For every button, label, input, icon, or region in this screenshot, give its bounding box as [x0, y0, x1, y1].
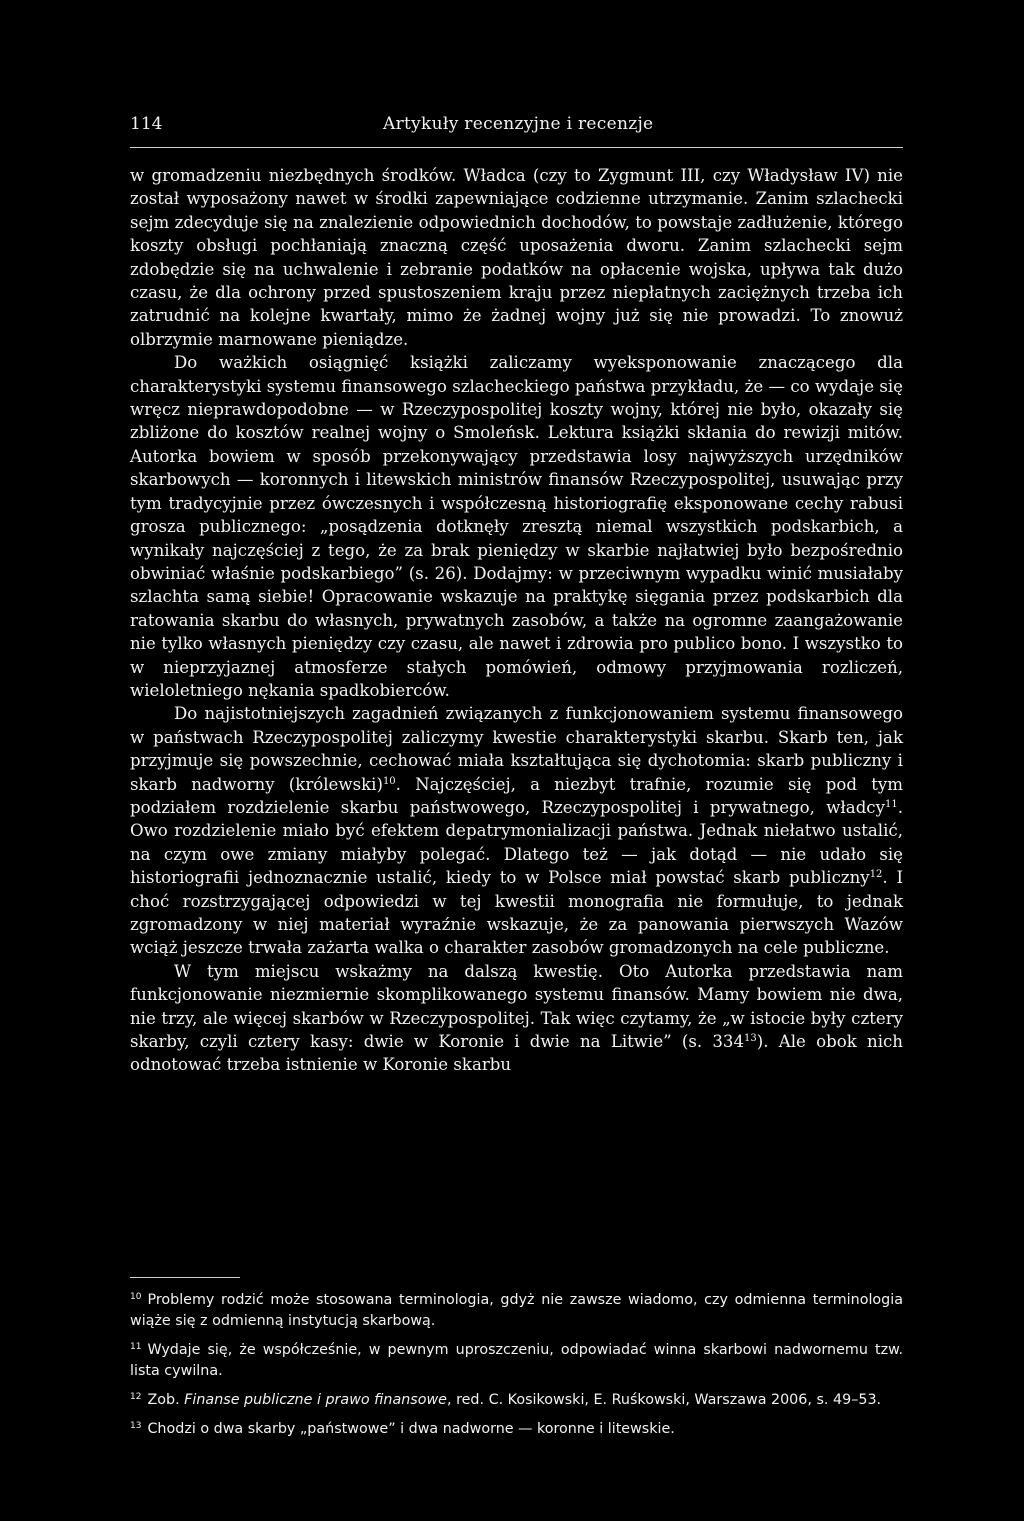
footnote-10 — [130, 1290, 903, 1332]
footnote-separator — [130, 1277, 240, 1278]
body-paragraph — [130, 960, 903, 1077]
header-rule — [130, 147, 903, 148]
text-run: W tym miejscu wskażmy na dalszą kwestię. Oto Autorka przedstawia nam funkcjonowanie niezmiernie skomplikowanego systemu finansów. Mamy bowiem nie dwa, nie trzy, ale więcej skarbów w Rzeczypospolitej. Tak więc czytamy, że „w istocie były cztery skarby, czyli cztery kasy: dwie w Koronie i dwie na Litwie” (s. 334 — [130, 961, 903, 1052]
footnote-reference[interactable]: 10 — [382, 775, 396, 787]
body-paragraph — [130, 702, 903, 959]
text-run: . Owo rozdzielenie miało być efektem depatrymonializacji państwa. Jednak niełatwo ustalić, na czym owe zmiany miałyby polegać. Dlatego też — jak dotąd — nie udało się historiografii jednoznacznie ustalić, kiedy to w Polsce miał powstać skarb publiczny — [130, 797, 903, 888]
running-title: Artykuły recenzyjne i recenzje — [383, 114, 654, 134]
text-run: Problemy rodzić może stosowana terminologia, gdyż nie zawsze wiadomo, czy odmienna terminologia wiąże się z odmienną instytucją skarbową. — [130, 1292, 903, 1329]
footnote-number: 11 — [130, 1342, 142, 1352]
footnotes — [130, 1290, 903, 1448]
text-run: Zob. — [147, 1392, 185, 1408]
footnote-number: 12 — [130, 1392, 142, 1402]
text-run: Do najistotniejszych zagadnień związanych z funkcjonowaniem systemu finansowego w państwach Rzeczypospolitej zaliczymy kwestie charakterystyki skarbu. Skarb ten, jak przyjmuje się powszechnie, cechować miała kształtująca się dychotomia: skarb publiczny i skarb nadworny (królewski) — [130, 704, 903, 794]
footnote-reference[interactable]: 11 — [884, 798, 898, 810]
footnote-13 — [130, 1419, 903, 1440]
body-paragraph — [130, 351, 903, 702]
body-text — [130, 164, 903, 1077]
page-header — [130, 114, 903, 138]
footnote-11 — [130, 1340, 903, 1382]
text-run: , red. C. Kosikowski, E. Ruśkowski, Warszawa 2006, s. 49–53. — [446, 1392, 882, 1408]
page-number: 114 — [130, 114, 163, 134]
text-run: ). Ale obok nich odnotować trzeba istnienie w Koronie skarbu — [130, 1032, 903, 1075]
footnote-reference[interactable]: 13 — [744, 1033, 757, 1045]
text-run: Do ważkich osiągnięć książki zaliczamy wyeksponowanie znaczącego dla charakterystyki systemu finansowego szlacheckiego państwa przykładu, że — co wydaje się wręcz nieprawdopodobne — w Rzeczypospolitej koszty wojny, której nie było, okazały się zbliżone do kosztów realnej wojny o Smoleńsk. Lektura książki skłania do rewizji mitów. Autorka bowiem w sposób przekonywający przedstawia losy najwyższych urzędników skarbowych — koronnych i litewskich ministrów finansów Rzeczypospolitej, usuwając przy tym tradycyjnie przez ówczesnych i współczesną historiografię eksponowane cechy rabusi grosza publicznego: „posądzenia dotknęły zresztą niemal wszystkich podskarbich, a wynikały najczęściej z tego, że za brak pieniędzy w skarbie najłatwiej było bezpośrednio obwiniać właśnie podskarbiego” (s. 26). Dodajmy: w przeciwnym wypadku winić musiałaby szlachta samą siebie! Opracowanie wskazuje na praktykę sięgania przez podskarbich dla ratowania skarbu do własnych, prywatnych zasobów, a także na ogromne zaangażowanie nie tylko własnych pieniędzy czy czasu, ale nawet i zdrowia pro publico bono. I wszystko to w nieprzyjaznej atmosferze stałych pomówień, odmowy przyjmowania rozliczeń, wieloletniego nękania spadkobierców. — [130, 353, 903, 700]
footnote-number: 10 — [130, 1292, 142, 1302]
text-run: . Najczęściej, a niezbyt trafnie, rozumie się pod tym podziałem rozdzielenie skarbu państwowego, Rzeczypospolitej i prywatnego, władcy — [130, 774, 903, 817]
footnote-reference[interactable]: 12 — [869, 869, 883, 881]
text-run: Chodzi o dwa skarby „państwowe” i dwa nadworne — koronne i litewskie. — [147, 1421, 675, 1437]
text-run: Wydaje się, że współcześnie, w pewnym uproszczeniu, odpowiadać winna skarbowi nadwornemu tzw. lista cywilna. — [130, 1342, 903, 1379]
italic-title: Finanse publiczne i prawo finansowe — [184, 1392, 447, 1408]
footnote-12 — [130, 1390, 903, 1411]
body-paragraph — [130, 164, 903, 351]
footnote-number: 13 — [130, 1421, 142, 1431]
text-run: w gromadzeniu niezbędnych środków. Władca (czy to Zygmunt III, czy Władysław IV) nie został wyposażony nawet w środki zapewniające codzienne utrzymanie. Zanim szlachecki sejm zdecyduje się na znalezienie odpowiednich dochodów, to powstaje zadłużenie, którego koszty obsługi pochłaniają znaczną część uposażenia dworu. Zanim szlachecki sejm zdobędzie się na uchwalenie i zebranie podatków na opłacenie wojska, upływa tak dużo czasu, że dla ochrony przed spustoszeniem kraju przez niepłatnych zaciężnych trzeba ich zatrudnić na kolejne kwartały, mimo że żadnej wojny już się nie prowadzi. To znowuż olbrzymie marnowane pieniądze. — [130, 166, 903, 349]
text-run: . I choć rozstrzygającej odpowiedzi w tej kwestii monografia nie formułuje, to jednak zgromadzony w niej materiał wyraźnie wskazuje, że za panowania pierwszych Wazów wciąż jeszcze trwała zażarta walka o charakter zasobów gromadzonych na cele publiczne. — [130, 868, 903, 958]
